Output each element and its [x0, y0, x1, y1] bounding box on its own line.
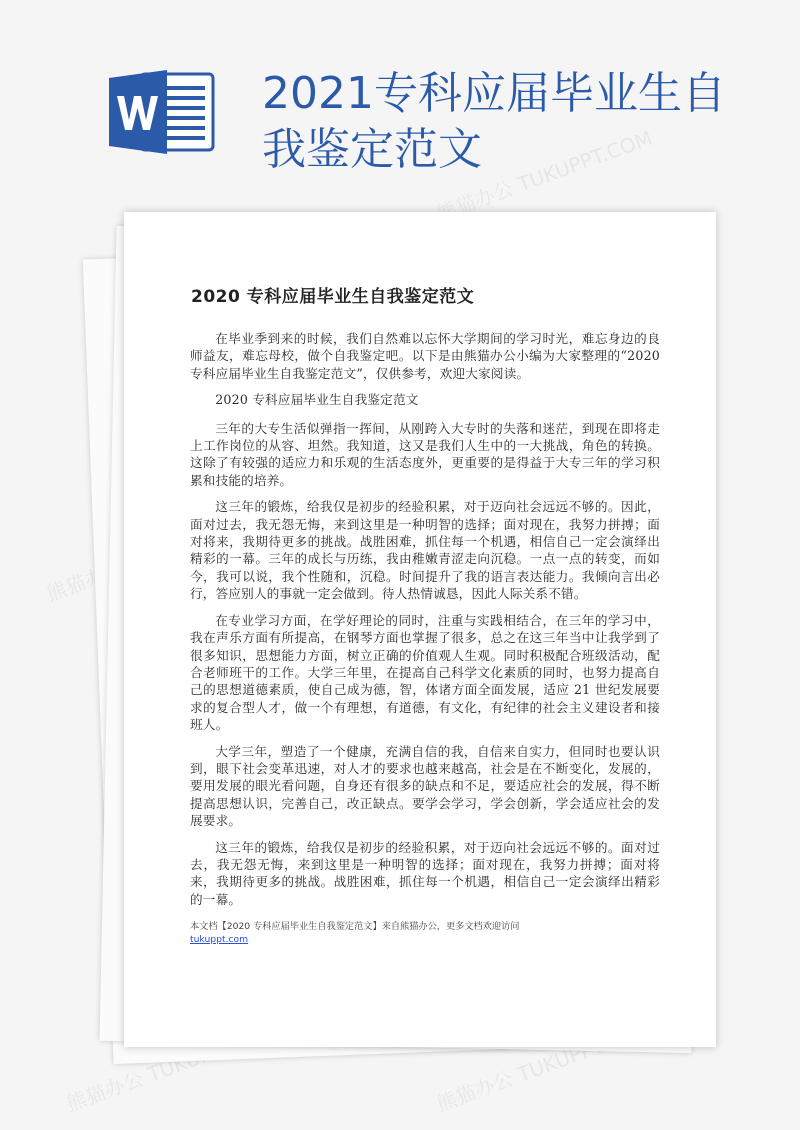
document-title: 2020 专科应届毕业生自我鉴定范文 [191, 287, 475, 307]
word-document-icon [105, 68, 217, 156]
watermark-text: 熊猫办公 TUKUPPT.COM [63, 1015, 286, 1117]
watermark-text: 熊猫办公 [43, 556, 127, 607]
section-heading: 2020 专科应届毕业生自我鉴定范文 [215, 392, 419, 408]
watermark-text: 熊猫办公 TUKUPPT.COM [433, 125, 656, 227]
footer-note-text: 本文档【2020 专科应届毕业生自我鉴定范文】来自熊猫办公，更多文档欢迎访问 [190, 921, 520, 932]
page-title: 2021专科应届毕业生自我鉴定范文 [262, 68, 726, 175]
footer-link[interactable]: tukuppt.com [190, 934, 249, 945]
document-page [124, 212, 716, 1047]
paragraph: 这三年的锻炼，给我仅是初步的经验积累，对于迈向社会远远不够的。面对过去，我无怨无悔，来到这里是一种明智的选择；面对现在，我努力拼搏；面对将来，我期待更多的挑战。战胜困难，抓住每一个机遇，相信自己一定会演绎出精彩的一幕。 [190, 839, 660, 907]
document-body [190, 330, 660, 917]
paragraph: 三年的大专生活似弹指一挥间，从刚跨入大专时的失落和迷茫，到现在即将走上工作岗位的从容、坦然。我知道，这又是我们人生中的一大挑战，角色的转换。这除了有较强的适应力和乐观的生活态度外，更重要的是得益于大专三年的学习积累和技能的培养。 [190, 420, 660, 488]
footer-note [190, 920, 660, 946]
paragraph: 这三年的锻炼，给我仅是初步的经验积累，对于迈向社会远远不够的。因此，面对过去，我无怨无悔，来到这里是一种明智的选择；面对现在，我努力拼搏；面对将来，我期待更多的挑战。战胜困难，抓住每一个机遇，相信自己一定会演绎出精彩的一幕。三年的成长与历练，我由稚嫩青涩走向沉稳。一点一点的转变，而如今，我可以说，我个性随和，沉稳。时间提升了我的语言表达能力。我倾向言出必行，答应别人的事就一定会做到。待人热情诚恳，因此人际关系不错。 [190, 499, 660, 602]
header-banner [0, 0, 800, 205]
paragraph: 大学三年，塑造了一个健康，充满自信的我，自信来自实力，但同时也要认识到，眼下社会变革迅速，对人才的要求也越来越高，社会是在不断变化，发展的，要用发展的眼光看问题，自身还有很多的缺点和不足，要适应社会的发展，得不断提高思想认识，完善自己，改正缺点。要学会学习，学会创新，学会适应社会的发展要求。 [190, 743, 660, 829]
paragraph: 在专业学习方面，在学好理论的同时，注重与实践相结合，在三年的学习中，我在声乐方面有所提高，在钢琴方面也掌握了很多，总之在这三年当中让我学到了很多知识，思想能力方面，树立正确的价值观人生观。同时积极配合班级活动，配合老师班干的工作。大学三年里，在提高自己科学文化素质的同时，也努力提高自己的思想道德素质，使自己成为德，智，体诸方面全面发展，适应 21 世纪发展要求的复合型人才，做一个有理想，有道德，有文化，有纪律的社会主义建设者和接班人。 [190, 612, 660, 733]
watermark-text: 熊猫办公 TUKUPPT.COM [433, 1015, 656, 1117]
paragraph: 在毕业季到来的时候，我们自然难以忘怀大学期间的学习时光，难忘身边的良师益友，难忘母校，做个自我鉴定吧。以下是由熊猫办公小编为大家整理的“2020 专科应届毕业生自我鉴定范文”，仅供参考，欢迎大家阅读。 [190, 331, 660, 381]
